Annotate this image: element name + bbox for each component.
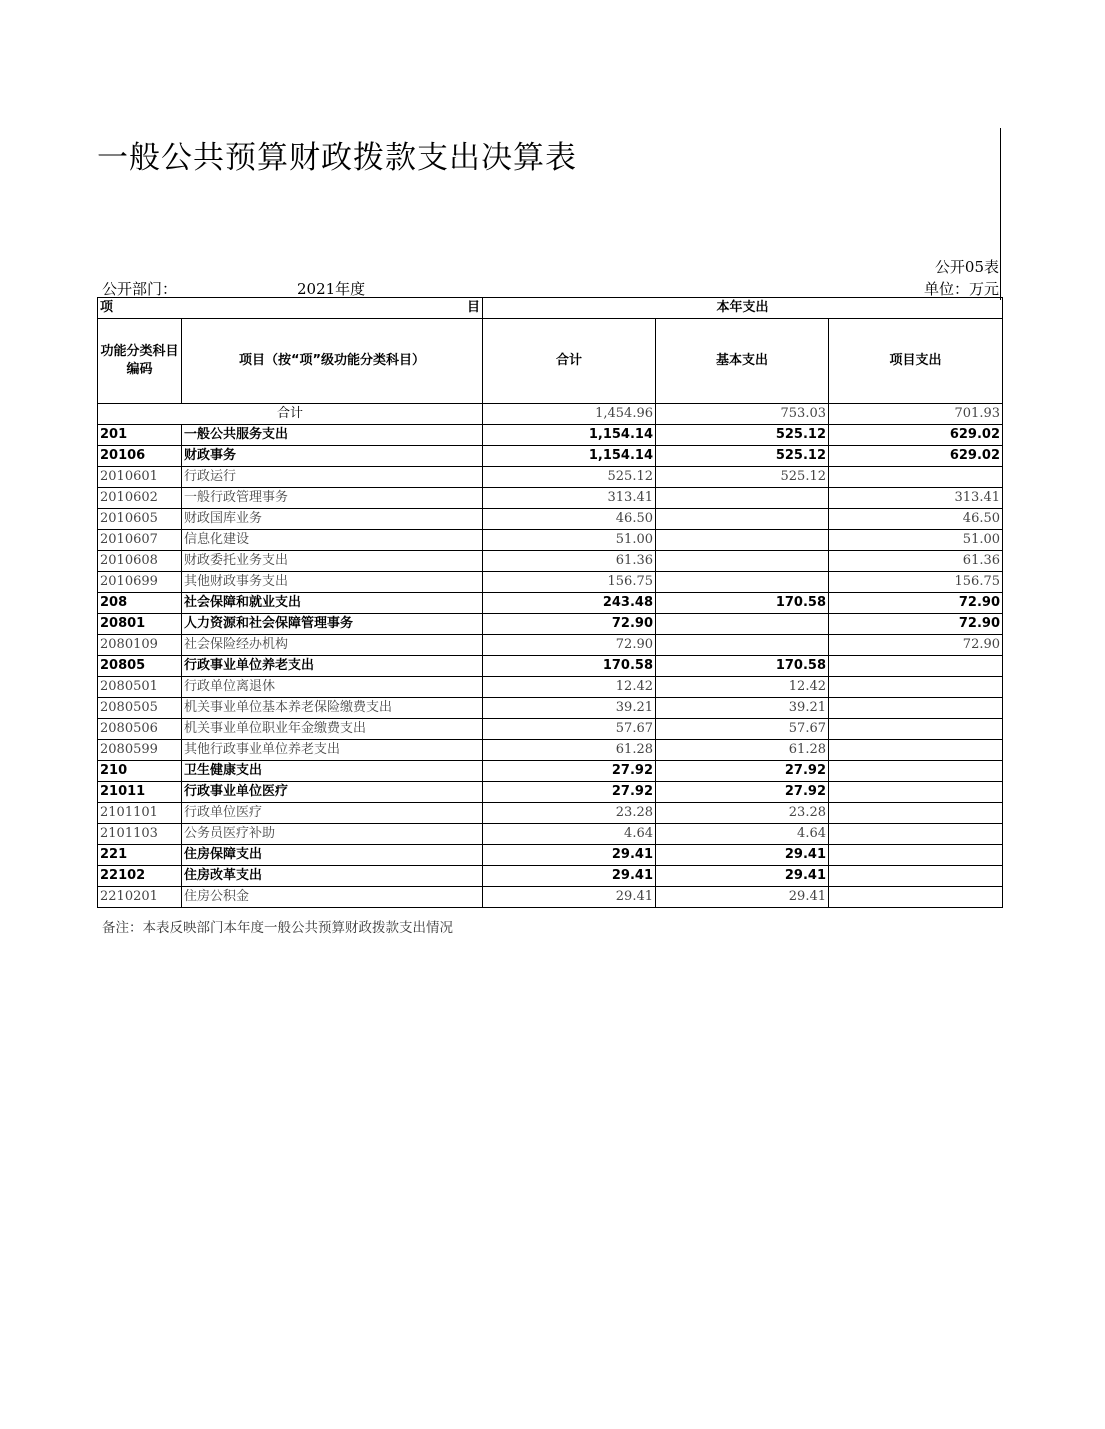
row-name: 行政单位医疗 bbox=[182, 803, 483, 824]
row-basic bbox=[656, 551, 829, 572]
row-project bbox=[829, 824, 1003, 845]
row-basic: 170.58 bbox=[656, 656, 829, 677]
unit-label: 单位：万元 bbox=[923, 280, 999, 298]
row-project: 156.75 bbox=[829, 572, 1003, 593]
table-row bbox=[98, 614, 1003, 635]
table-row bbox=[98, 824, 1003, 845]
row-project: 313.41 bbox=[829, 488, 1003, 509]
row-project bbox=[829, 467, 1003, 488]
row-basic: 39.21 bbox=[656, 698, 829, 719]
row-code: 21011 bbox=[98, 782, 182, 803]
fiscal-year: 2021年度 bbox=[297, 280, 366, 298]
row-basic bbox=[656, 635, 829, 656]
row-project: 72.90 bbox=[829, 614, 1003, 635]
row-basic: 27.92 bbox=[656, 782, 829, 803]
row-name: 社会保险经办机构 bbox=[182, 635, 483, 656]
row-name: 人力资源和社会保障管理事务 bbox=[182, 614, 483, 635]
table-row bbox=[98, 656, 1003, 677]
row-project bbox=[829, 866, 1003, 887]
row-code: 210 bbox=[98, 761, 182, 782]
row-total: 39.21 bbox=[483, 698, 656, 719]
row-total: 170.58 bbox=[483, 656, 656, 677]
row-total: 313.41 bbox=[483, 488, 656, 509]
row-total: 243.48 bbox=[483, 593, 656, 614]
row-code: 22102 bbox=[98, 866, 182, 887]
department-label: 公开部门： bbox=[102, 280, 178, 298]
row-code: 2010605 bbox=[98, 509, 182, 530]
footnote: 备注：本表反映部门本年度一般公共预算财政拨款支出情况 bbox=[102, 920, 453, 936]
row-project bbox=[829, 656, 1003, 677]
table-row bbox=[98, 803, 1003, 824]
table-row bbox=[98, 446, 1003, 467]
form-code: 公开05表 bbox=[934, 258, 999, 276]
table-row bbox=[98, 551, 1003, 572]
row-total: 4.64 bbox=[483, 824, 656, 845]
row-name: 财政国库业务 bbox=[182, 509, 483, 530]
row-project bbox=[829, 782, 1003, 803]
row-basic: 23.28 bbox=[656, 803, 829, 824]
row-name: 其他行政事业单位养老支出 bbox=[182, 740, 483, 761]
row-code: 2080501 bbox=[98, 677, 182, 698]
row-code: 201 bbox=[98, 425, 182, 446]
row-name: 社会保障和就业支出 bbox=[182, 593, 483, 614]
row-basic: 525.12 bbox=[656, 446, 829, 467]
row-code: 2080109 bbox=[98, 635, 182, 656]
row-project: 629.02 bbox=[829, 446, 1003, 467]
total-label: 合计 bbox=[98, 404, 483, 425]
row-project: 72.90 bbox=[829, 593, 1003, 614]
row-name: 机关事业单位职业年金缴费支出 bbox=[182, 719, 483, 740]
row-project bbox=[829, 677, 1003, 698]
row-basic: 29.41 bbox=[656, 887, 829, 908]
row-code: 2210201 bbox=[98, 887, 182, 908]
row-total: 72.90 bbox=[483, 635, 656, 656]
header-name: 项目（按“项”级功能分类科目） bbox=[182, 319, 483, 404]
row-total: 61.36 bbox=[483, 551, 656, 572]
header-expense-group: 本年支出 bbox=[483, 298, 1003, 319]
table-row bbox=[98, 698, 1003, 719]
row-name: 其他财政事务支出 bbox=[182, 572, 483, 593]
row-project: 46.50 bbox=[829, 509, 1003, 530]
table-row bbox=[98, 467, 1003, 488]
header-basic: 基本支出 bbox=[656, 319, 829, 404]
row-name: 财政委托业务支出 bbox=[182, 551, 483, 572]
row-basic bbox=[656, 572, 829, 593]
row-total: 27.92 bbox=[483, 782, 656, 803]
header-project-left: 项 bbox=[98, 298, 182, 319]
header-total: 合计 bbox=[483, 319, 656, 404]
row-name: 一般公共服务支出 bbox=[182, 425, 483, 446]
row-code: 2010607 bbox=[98, 530, 182, 551]
total-row bbox=[98, 404, 1003, 425]
header-code: 功能分类科目编码 bbox=[98, 319, 182, 404]
table-row bbox=[98, 740, 1003, 761]
row-name: 公务员医疗补助 bbox=[182, 824, 483, 845]
row-project bbox=[829, 845, 1003, 866]
table-row bbox=[98, 635, 1003, 656]
row-total: 29.41 bbox=[483, 845, 656, 866]
row-project bbox=[829, 761, 1003, 782]
row-code: 2010608 bbox=[98, 551, 182, 572]
table-row bbox=[98, 887, 1003, 908]
row-total: 1,154.14 bbox=[483, 425, 656, 446]
row-total: 525.12 bbox=[483, 467, 656, 488]
row-total: 46.50 bbox=[483, 509, 656, 530]
row-name: 行政运行 bbox=[182, 467, 483, 488]
row-project bbox=[829, 887, 1003, 908]
row-basic: 170.58 bbox=[656, 593, 829, 614]
table-row bbox=[98, 425, 1003, 446]
row-name: 一般行政管理事务 bbox=[182, 488, 483, 509]
row-total: 61.28 bbox=[483, 740, 656, 761]
row-basic: 27.92 bbox=[656, 761, 829, 782]
row-basic bbox=[656, 509, 829, 530]
row-basic bbox=[656, 530, 829, 551]
row-total: 51.00 bbox=[483, 530, 656, 551]
row-basic: 4.64 bbox=[656, 824, 829, 845]
row-total: 57.67 bbox=[483, 719, 656, 740]
row-total: 29.41 bbox=[483, 887, 656, 908]
page-title: 一般公共预算财政拨款支出决算表 bbox=[97, 140, 577, 176]
row-code: 2080599 bbox=[98, 740, 182, 761]
row-code: 20106 bbox=[98, 446, 182, 467]
row-basic: 57.67 bbox=[656, 719, 829, 740]
header-row-top bbox=[98, 298, 1003, 319]
expenditure-table bbox=[97, 297, 1003, 908]
row-code: 20805 bbox=[98, 656, 182, 677]
row-total: 27.92 bbox=[483, 761, 656, 782]
table-row bbox=[98, 593, 1003, 614]
table-row bbox=[98, 509, 1003, 530]
row-basic: 12.42 bbox=[656, 677, 829, 698]
table-row bbox=[98, 719, 1003, 740]
header-row-main bbox=[98, 319, 1003, 404]
row-total: 29.41 bbox=[483, 866, 656, 887]
row-project bbox=[829, 698, 1003, 719]
row-basic: 525.12 bbox=[656, 467, 829, 488]
row-code: 221 bbox=[98, 845, 182, 866]
table-row bbox=[98, 572, 1003, 593]
row-code: 2010601 bbox=[98, 467, 182, 488]
row-basic: 29.41 bbox=[656, 845, 829, 866]
row-basic bbox=[656, 488, 829, 509]
row-total: 72.90 bbox=[483, 614, 656, 635]
row-code: 20801 bbox=[98, 614, 182, 635]
total-basic: 753.03 bbox=[656, 404, 829, 425]
row-project bbox=[829, 719, 1003, 740]
table-row bbox=[98, 677, 1003, 698]
row-name: 住房改革支出 bbox=[182, 866, 483, 887]
table-row bbox=[98, 866, 1003, 887]
row-total: 1,154.14 bbox=[483, 446, 656, 467]
row-total: 156.75 bbox=[483, 572, 656, 593]
row-name: 住房公积金 bbox=[182, 887, 483, 908]
table-row bbox=[98, 530, 1003, 551]
row-name: 行政单位离退休 bbox=[182, 677, 483, 698]
row-basic: 29.41 bbox=[656, 866, 829, 887]
row-name: 机关事业单位基本养老保险缴费支出 bbox=[182, 698, 483, 719]
row-basic: 61.28 bbox=[656, 740, 829, 761]
row-code: 208 bbox=[98, 593, 182, 614]
row-name: 财政事务 bbox=[182, 446, 483, 467]
row-total: 12.42 bbox=[483, 677, 656, 698]
row-project: 72.90 bbox=[829, 635, 1003, 656]
row-project: 51.00 bbox=[829, 530, 1003, 551]
row-project: 61.36 bbox=[829, 551, 1003, 572]
total-project: 701.93 bbox=[829, 404, 1003, 425]
row-basic bbox=[656, 614, 829, 635]
row-code: 2010602 bbox=[98, 488, 182, 509]
row-name: 住房保障支出 bbox=[182, 845, 483, 866]
header-project: 项目支出 bbox=[829, 319, 1003, 404]
row-project: 629.02 bbox=[829, 425, 1003, 446]
row-project bbox=[829, 740, 1003, 761]
row-basic: 525.12 bbox=[656, 425, 829, 446]
row-name: 卫生健康支出 bbox=[182, 761, 483, 782]
row-code: 2010699 bbox=[98, 572, 182, 593]
row-name: 信息化建设 bbox=[182, 530, 483, 551]
row-name: 行政事业单位医疗 bbox=[182, 782, 483, 803]
row-name: 行政事业单位养老支出 bbox=[182, 656, 483, 677]
header-project-right: 目 bbox=[182, 298, 483, 319]
vertical-divider bbox=[1000, 128, 1001, 300]
row-total: 23.28 bbox=[483, 803, 656, 824]
row-project bbox=[829, 803, 1003, 824]
table-row bbox=[98, 845, 1003, 866]
row-code: 2080506 bbox=[98, 719, 182, 740]
table-row bbox=[98, 488, 1003, 509]
row-code: 2080505 bbox=[98, 698, 182, 719]
row-code: 2101103 bbox=[98, 824, 182, 845]
row-code: 2101101 bbox=[98, 803, 182, 824]
table-row bbox=[98, 761, 1003, 782]
total-amount: 1,454.96 bbox=[483, 404, 656, 425]
table-row bbox=[98, 782, 1003, 803]
